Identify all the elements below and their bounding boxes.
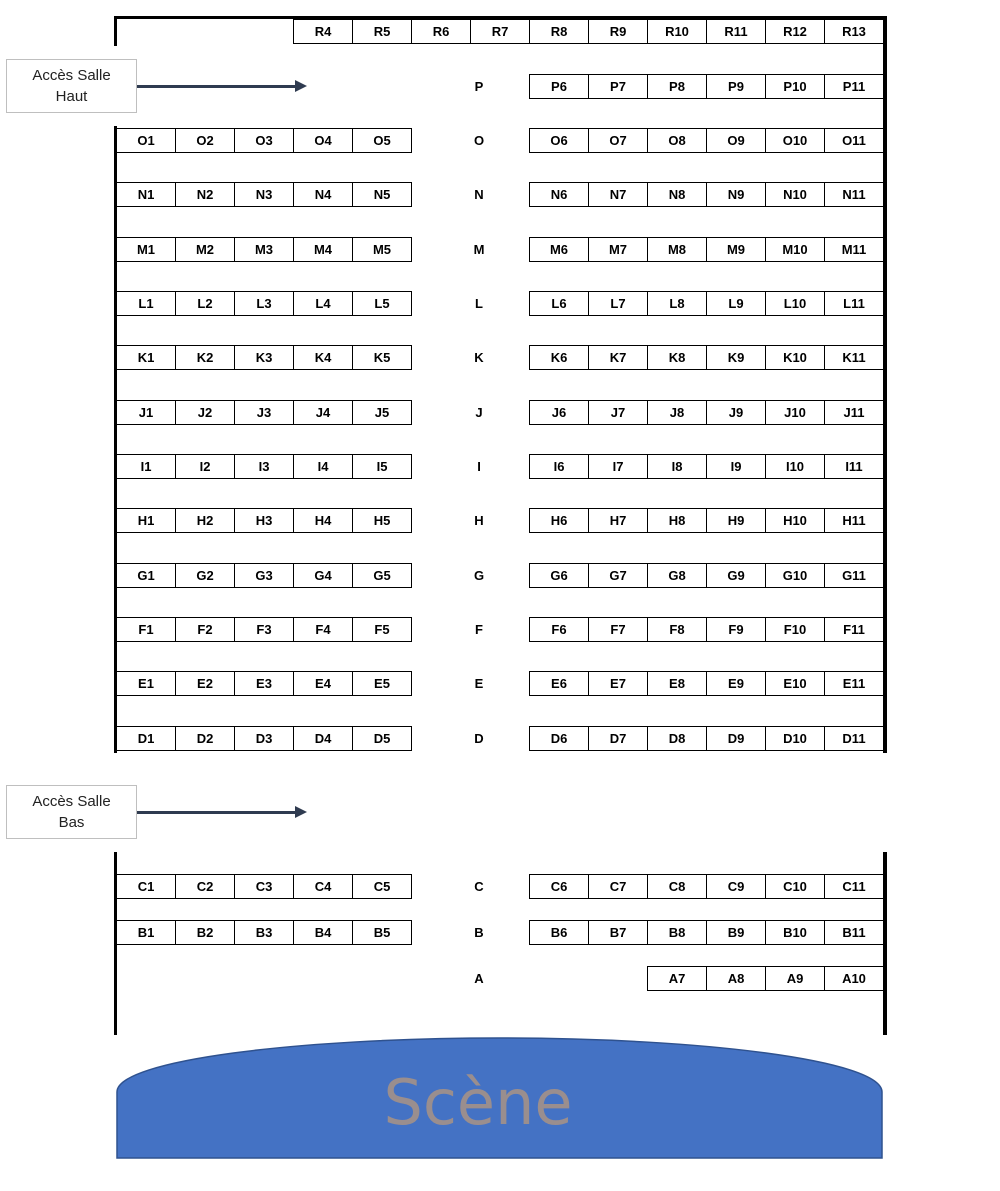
seat-N10[interactable]: N10 bbox=[765, 182, 825, 207]
seat-G3[interactable]: G3 bbox=[234, 563, 294, 588]
seat-P7[interactable]: P7 bbox=[588, 74, 648, 99]
seat-N2[interactable]: N2 bbox=[175, 182, 235, 207]
seat-F6[interactable]: F6 bbox=[529, 617, 589, 642]
seat-E9[interactable]: E9 bbox=[706, 671, 766, 696]
seat-G8[interactable]: G8 bbox=[647, 563, 707, 588]
seat-L4[interactable]: L4 bbox=[293, 291, 353, 316]
seat-E6[interactable]: E6 bbox=[529, 671, 589, 696]
seat-O8[interactable]: O8 bbox=[647, 128, 707, 153]
seat-F11[interactable]: F11 bbox=[824, 617, 884, 642]
seat-D3[interactable]: D3 bbox=[234, 726, 294, 751]
seat-F10[interactable]: F10 bbox=[765, 617, 825, 642]
seat-B7[interactable]: B7 bbox=[588, 920, 648, 945]
seat-C10[interactable]: C10 bbox=[765, 874, 825, 899]
seat-H1[interactable]: H1 bbox=[116, 508, 176, 533]
seat-J11[interactable]: J11 bbox=[824, 400, 884, 425]
seat-N3[interactable]: N3 bbox=[234, 182, 294, 207]
seat-D9[interactable]: D9 bbox=[706, 726, 766, 751]
seat-K11[interactable]: K11 bbox=[824, 345, 884, 370]
seat-H2[interactable]: H2 bbox=[175, 508, 235, 533]
seat-K9[interactable]: K9 bbox=[706, 345, 766, 370]
seat-C8[interactable]: C8 bbox=[647, 874, 707, 899]
seat-I10[interactable]: I10 bbox=[765, 454, 825, 479]
seat-H7[interactable]: H7 bbox=[588, 508, 648, 533]
seat-M7[interactable]: M7 bbox=[588, 237, 648, 262]
seat-F3[interactable]: F3 bbox=[234, 617, 294, 642]
row-label-E: E bbox=[474, 676, 484, 691]
seat-J4[interactable]: J4 bbox=[293, 400, 353, 425]
seat-I5[interactable]: I5 bbox=[352, 454, 412, 479]
seat-L9[interactable]: L9 bbox=[706, 291, 766, 316]
seat-C7[interactable]: C7 bbox=[588, 874, 648, 899]
seat-G11[interactable]: G11 bbox=[824, 563, 884, 588]
seat-K10[interactable]: K10 bbox=[765, 345, 825, 370]
seat-C6[interactable]: C6 bbox=[529, 874, 589, 899]
seat-O3[interactable]: O3 bbox=[234, 128, 294, 153]
seat-J6[interactable]: J6 bbox=[529, 400, 589, 425]
seat-I1[interactable]: I1 bbox=[116, 454, 176, 479]
row-label-C: C bbox=[474, 879, 484, 894]
seat-G1[interactable]: G1 bbox=[116, 563, 176, 588]
seat-N11[interactable]: N11 bbox=[824, 182, 884, 207]
seat-G5[interactable]: G5 bbox=[352, 563, 412, 588]
seat-D4[interactable]: D4 bbox=[293, 726, 353, 751]
seat-A8[interactable]: A8 bbox=[706, 966, 766, 991]
row-label-B: B bbox=[474, 925, 484, 940]
seat-I9[interactable]: I9 bbox=[706, 454, 766, 479]
seat-L3[interactable]: L3 bbox=[234, 291, 294, 316]
access-bottom-label-line1: Accès Salle bbox=[32, 793, 111, 810]
row-label-L: L bbox=[475, 296, 483, 311]
seat-A10[interactable]: A10 bbox=[824, 966, 884, 991]
seat-I6[interactable]: I6 bbox=[529, 454, 589, 479]
seat-F1[interactable]: F1 bbox=[116, 617, 176, 642]
seat-R6[interactable]: R6 bbox=[411, 19, 471, 44]
seat-B3[interactable]: B3 bbox=[234, 920, 294, 945]
seat-H5[interactable]: H5 bbox=[352, 508, 412, 533]
seat-G9[interactable]: G9 bbox=[706, 563, 766, 588]
seat-J3[interactable]: J3 bbox=[234, 400, 294, 425]
seat-K5[interactable]: K5 bbox=[352, 345, 412, 370]
seat-C5[interactable]: C5 bbox=[352, 874, 412, 899]
seat-B11[interactable]: B11 bbox=[824, 920, 884, 945]
seat-I7[interactable]: I7 bbox=[588, 454, 648, 479]
access-top-label-line1: Accès Salle bbox=[32, 67, 111, 84]
seat-M2[interactable]: M2 bbox=[175, 237, 235, 262]
row-label-G: G bbox=[473, 568, 485, 583]
seat-M6[interactable]: M6 bbox=[529, 237, 589, 262]
seat-B1[interactable]: B1 bbox=[116, 920, 176, 945]
seat-C3[interactable]: C3 bbox=[234, 874, 294, 899]
row-label-D: D bbox=[474, 731, 484, 746]
row-label-F: F bbox=[475, 622, 483, 637]
seat-L8[interactable]: L8 bbox=[647, 291, 707, 316]
seat-C9[interactable]: C9 bbox=[706, 874, 766, 899]
access-top-label-line2: Haut bbox=[55, 88, 88, 105]
seat-D11[interactable]: D11 bbox=[824, 726, 884, 751]
seat-F9[interactable]: F9 bbox=[706, 617, 766, 642]
seat-E8[interactable]: E8 bbox=[647, 671, 707, 696]
seat-D5[interactable]: D5 bbox=[352, 726, 412, 751]
seat-J2[interactable]: J2 bbox=[175, 400, 235, 425]
seat-J7[interactable]: J7 bbox=[588, 400, 648, 425]
seat-R13[interactable]: R13 bbox=[824, 19, 884, 44]
seat-P9[interactable]: P9 bbox=[706, 74, 766, 99]
row-label-O: O bbox=[473, 133, 485, 148]
seat-O4[interactable]: O4 bbox=[293, 128, 353, 153]
seat-I8[interactable]: I8 bbox=[647, 454, 707, 479]
seat-E1[interactable]: E1 bbox=[116, 671, 176, 696]
seat-B10[interactable]: B10 bbox=[765, 920, 825, 945]
row-label-H: H bbox=[474, 513, 484, 528]
seat-M8[interactable]: M8 bbox=[647, 237, 707, 262]
seat-M3[interactable]: M3 bbox=[234, 237, 294, 262]
seat-L6[interactable]: L6 bbox=[529, 291, 589, 316]
seat-K4[interactable]: K4 bbox=[293, 345, 353, 370]
seat-G2[interactable]: G2 bbox=[175, 563, 235, 588]
seat-O1[interactable]: O1 bbox=[116, 128, 176, 153]
seat-C2[interactable]: C2 bbox=[175, 874, 235, 899]
seat-N1[interactable]: N1 bbox=[116, 182, 176, 207]
stage-label: Scène bbox=[383, 1066, 573, 1139]
row-label-A: A bbox=[474, 971, 484, 986]
seat-N4[interactable]: N4 bbox=[293, 182, 353, 207]
seat-K6[interactable]: K6 bbox=[529, 345, 589, 370]
seat-F2[interactable]: F2 bbox=[175, 617, 235, 642]
seat-D7[interactable]: D7 bbox=[588, 726, 648, 751]
seat-E11[interactable]: E11 bbox=[824, 671, 884, 696]
seat-F7[interactable]: F7 bbox=[588, 617, 648, 642]
seat-E4[interactable]: E4 bbox=[293, 671, 353, 696]
seat-H9[interactable]: H9 bbox=[706, 508, 766, 533]
seat-R10[interactable]: R10 bbox=[647, 19, 707, 44]
seat-F4[interactable]: F4 bbox=[293, 617, 353, 642]
seat-M4[interactable]: M4 bbox=[293, 237, 353, 262]
seat-N8[interactable]: N8 bbox=[647, 182, 707, 207]
seat-I3[interactable]: I3 bbox=[234, 454, 294, 479]
seat-N9[interactable]: N9 bbox=[706, 182, 766, 207]
seat-F8[interactable]: F8 bbox=[647, 617, 707, 642]
seat-N7[interactable]: N7 bbox=[588, 182, 648, 207]
seat-H8[interactable]: H8 bbox=[647, 508, 707, 533]
seat-B6[interactable]: B6 bbox=[529, 920, 589, 945]
seat-K3[interactable]: K3 bbox=[234, 345, 294, 370]
seat-J10[interactable]: J10 bbox=[765, 400, 825, 425]
seat-R5[interactable]: R5 bbox=[352, 19, 412, 44]
seat-D8[interactable]: D8 bbox=[647, 726, 707, 751]
seat-K8[interactable]: K8 bbox=[647, 345, 707, 370]
seat-O5[interactable]: O5 bbox=[352, 128, 412, 153]
seat-G6[interactable]: G6 bbox=[529, 563, 589, 588]
seat-H10[interactable]: H10 bbox=[765, 508, 825, 533]
seat-M10[interactable]: M10 bbox=[765, 237, 825, 262]
seat-M11[interactable]: M11 bbox=[824, 237, 884, 262]
seat-O9[interactable]: O9 bbox=[706, 128, 766, 153]
seat-L1[interactable]: L1 bbox=[116, 291, 176, 316]
seat-R4[interactable]: R4 bbox=[293, 19, 353, 44]
seat-P10[interactable]: P10 bbox=[765, 74, 825, 99]
seat-R8[interactable]: R8 bbox=[529, 19, 589, 44]
row-label-I: I bbox=[477, 459, 481, 474]
seat-B4[interactable]: B4 bbox=[293, 920, 353, 945]
seat-J8[interactable]: J8 bbox=[647, 400, 707, 425]
row-label-J: J bbox=[475, 405, 483, 420]
seat-L2[interactable]: L2 bbox=[175, 291, 235, 316]
seat-P6[interactable]: P6 bbox=[529, 74, 589, 99]
seat-P8[interactable]: P8 bbox=[647, 74, 707, 99]
seat-O7[interactable]: O7 bbox=[588, 128, 648, 153]
seat-H3[interactable]: H3 bbox=[234, 508, 294, 533]
seat-I11[interactable]: I11 bbox=[824, 454, 884, 479]
seat-F5[interactable]: F5 bbox=[352, 617, 412, 642]
seat-O10[interactable]: O10 bbox=[765, 128, 825, 153]
seat-H6[interactable]: H6 bbox=[529, 508, 589, 533]
seat-B5[interactable]: B5 bbox=[352, 920, 412, 945]
seat-L11[interactable]: L11 bbox=[824, 291, 884, 316]
seat-R7[interactable]: R7 bbox=[470, 19, 530, 44]
seat-E2[interactable]: E2 bbox=[175, 671, 235, 696]
seat-M9[interactable]: M9 bbox=[706, 237, 766, 262]
seat-D10[interactable]: D10 bbox=[765, 726, 825, 751]
seat-R9[interactable]: R9 bbox=[588, 19, 648, 44]
seat-J1[interactable]: J1 bbox=[116, 400, 176, 425]
seat-O6[interactable]: O6 bbox=[529, 128, 589, 153]
seat-I2[interactable]: I2 bbox=[175, 454, 235, 479]
seat-N6[interactable]: N6 bbox=[529, 182, 589, 207]
seat-R11[interactable]: R11 bbox=[706, 19, 766, 44]
seat-D6[interactable]: D6 bbox=[529, 726, 589, 751]
seat-P11[interactable]: P11 bbox=[824, 74, 884, 99]
seat-B8[interactable]: B8 bbox=[647, 920, 707, 945]
seat-O2[interactable]: O2 bbox=[175, 128, 235, 153]
seat-K1[interactable]: K1 bbox=[116, 345, 176, 370]
row-label-P: P bbox=[474, 79, 484, 94]
seat-C11[interactable]: C11 bbox=[824, 874, 884, 899]
seat-E10[interactable]: E10 bbox=[765, 671, 825, 696]
seat-G4[interactable]: G4 bbox=[293, 563, 353, 588]
seat-H4[interactable]: H4 bbox=[293, 508, 353, 533]
seat-M5[interactable]: M5 bbox=[352, 237, 412, 262]
seat-I4[interactable]: I4 bbox=[293, 454, 353, 479]
seat-J5[interactable]: J5 bbox=[352, 400, 412, 425]
seat-O11[interactable]: O11 bbox=[824, 128, 884, 153]
seat-E7[interactable]: E7 bbox=[588, 671, 648, 696]
seat-C4[interactable]: C4 bbox=[293, 874, 353, 899]
row-label-K: K bbox=[474, 350, 484, 365]
seat-H11[interactable]: H11 bbox=[824, 508, 884, 533]
seat-G10[interactable]: G10 bbox=[765, 563, 825, 588]
seat-D1[interactable]: D1 bbox=[116, 726, 176, 751]
seat-E5[interactable]: E5 bbox=[352, 671, 412, 696]
seat-C1[interactable]: C1 bbox=[116, 874, 176, 899]
seat-G7[interactable]: G7 bbox=[588, 563, 648, 588]
seat-B9[interactable]: B9 bbox=[706, 920, 766, 945]
seat-K2[interactable]: K2 bbox=[175, 345, 235, 370]
seat-A7[interactable]: A7 bbox=[647, 966, 707, 991]
seat-R12[interactable]: R12 bbox=[765, 19, 825, 44]
row-label-M: M bbox=[473, 242, 485, 257]
seat-L10[interactable]: L10 bbox=[765, 291, 825, 316]
seat-A9[interactable]: A9 bbox=[765, 966, 825, 991]
access-bottom-label-line2: Bas bbox=[58, 814, 85, 831]
seat-J9[interactable]: J9 bbox=[706, 400, 766, 425]
seat-L5[interactable]: L5 bbox=[352, 291, 412, 316]
row-label-N: N bbox=[474, 187, 484, 202]
seat-D2[interactable]: D2 bbox=[175, 726, 235, 751]
seat-N5[interactable]: N5 bbox=[352, 182, 412, 207]
seat-K7[interactable]: K7 bbox=[588, 345, 648, 370]
seat-M1[interactable]: M1 bbox=[116, 237, 176, 262]
seat-B2[interactable]: B2 bbox=[175, 920, 235, 945]
seat-L7[interactable]: L7 bbox=[588, 291, 648, 316]
seat-E3[interactable]: E3 bbox=[234, 671, 294, 696]
